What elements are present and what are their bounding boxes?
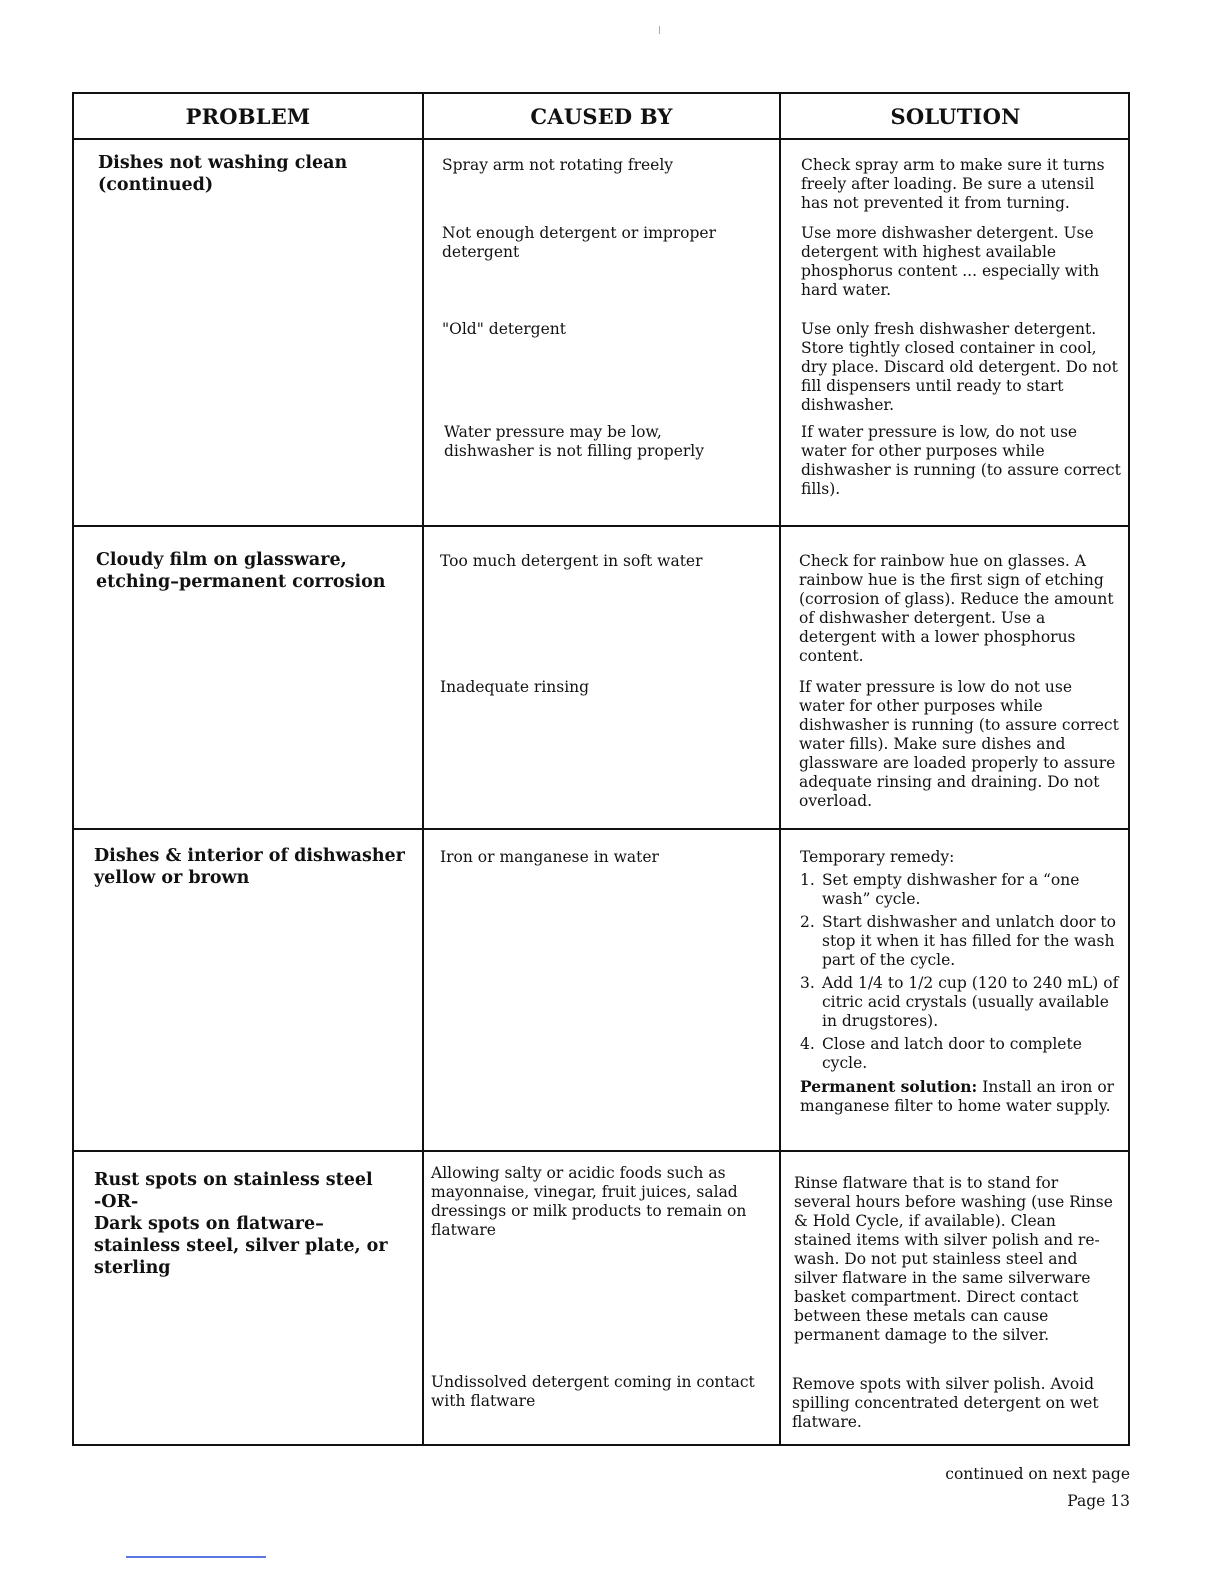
solution-cell: Use more dishwasher detergent. Use detergent with highest available phosphorus content ... especially with hard water. [801,224,1100,299]
step-number: 4. [800,1035,815,1053]
cause-cell: "Old" detergent [442,320,566,338]
solution-cell: Rinse flatware that is to stand for several hours before washing (use Rinse & Hold Cycle, if available). Clean stained items with silver polish and re-wash. Do not put stainless steel and silver flatware in the same silverware basket compartment. Direct contact between these metals can cause permanent damage to the silver. [794,1174,1113,1344]
step-item [800,913,1122,970]
problem-line: Dishes & interior of dishwasher [94,846,405,866]
scan-mark [659,26,660,34]
permanent-solution-label: Permanent solution: [800,1077,978,1096]
step-text: Close and latch door to complete cycle. [822,1035,1082,1072]
solution-cell: If water pressure is low do not use water for other purposes while dishwasher is running (to assure correct water fills). Make sure dishes and glassware are loaded properly to assure adequate rinsing and draining. Do not overload. [799,678,1119,810]
problem-line: Dark spots on flatware– [94,1214,324,1234]
row-divider [74,1150,1128,1152]
solution-cell: Remove spots with silver polish. Avoid spilling concentrated detergent on wet flatware. [792,1375,1099,1431]
problem-cell [98,152,347,196]
problem-line: stainless steel, silver plate, or [94,1236,388,1256]
troubleshooting-table [72,92,1130,1446]
problem-line: yellow or brown [94,868,250,888]
problem-line: (continued) [98,175,214,195]
column-divider [779,94,781,1444]
solution-cell [800,848,1122,1116]
step-number: 1. [800,871,815,889]
permanent-solution [800,1077,1122,1116]
problem-line: etching–permanent corrosion [96,572,386,592]
continued-note: continued on next page [945,1465,1130,1483]
header-divider [74,138,1128,140]
step-item [800,974,1122,1031]
solution-cell: Check for rainbow hue on glasses. A rainbow hue is the first sign of etching (corrosion of glass). Reduce the amount of dishwasher detergent. Use a detergent with a lower phosphorus content. [799,552,1114,665]
step-text: Set empty dishwasher for a “one wash” cycle. [822,871,1080,908]
permanent-solution-text: Install an iron or manganese filter to home water supply. [800,1078,1115,1115]
problem-cell [94,845,405,889]
solution-cell: Check spray arm to make sure it turns freely after loading. Be sure a utensil has not prevented it from turning. [801,156,1105,212]
step-number: 3. [800,974,815,992]
problem-line: sterling [94,1258,171,1278]
problem-line: Cloudy film on glassware, [96,550,347,570]
row-divider [74,525,1128,527]
cause-cell: Undissolved detergent coming in contact with flatware [431,1373,755,1410]
solution-cell: Use only fresh dishwasher detergent. Store tightly closed container in cool, dry place. Discard old detergent. Do not fill dispensers until ready to start dishwasher. [801,320,1118,414]
cause-cell: Inadequate rinsing [440,678,590,696]
problem-line: Dishes not washing clean [98,153,348,173]
cause-cell: Too much detergent in soft water [440,552,703,570]
page-number: Page 13 [1067,1492,1130,1510]
step-item [800,1035,1122,1073]
step-item [800,871,1122,909]
problem-line: -OR- [94,1192,139,1212]
step-text: Start dishwasher and unlatch door to stop it when it has filled for the wash part of the cycle. [822,913,1116,969]
cause-cell: Not enough detergent or improper detergent [442,224,716,261]
scan-line [126,1556,266,1558]
step-number: 2. [800,913,815,931]
cause-cell: Spray arm not rotating freely [442,156,674,174]
cause-cell: Allowing salty or acidic foods such as mayonnaise, vinegar, fruit juices, salad dressings or milk products to remain on flatware [431,1164,747,1239]
header-problem: PROBLEM [185,103,311,129]
solution-intro: Temporary remedy: [800,848,955,866]
header-caused-by: CAUSED BY [530,103,673,129]
remedy-steps [800,871,1122,1073]
column-divider [422,94,424,1444]
problem-cell [96,549,386,593]
step-text: Add 1/4 to 1/2 cup (120 to 240 mL) of citric acid crystals (usually available in drugstores). [822,974,1119,1030]
cause-cell: Water pressure may be low, dishwasher is not filling properly [444,423,705,460]
problem-line: Rust spots on stainless steel [94,1170,373,1190]
row-divider [74,828,1128,830]
cause-cell: Iron or manganese in water [440,848,659,866]
header-solution: SOLUTION [890,103,1021,129]
problem-cell [94,1169,388,1279]
solution-cell: If water pressure is low, do not use water for other purposes while dishwasher is running (to assure correct fills). [801,423,1121,498]
